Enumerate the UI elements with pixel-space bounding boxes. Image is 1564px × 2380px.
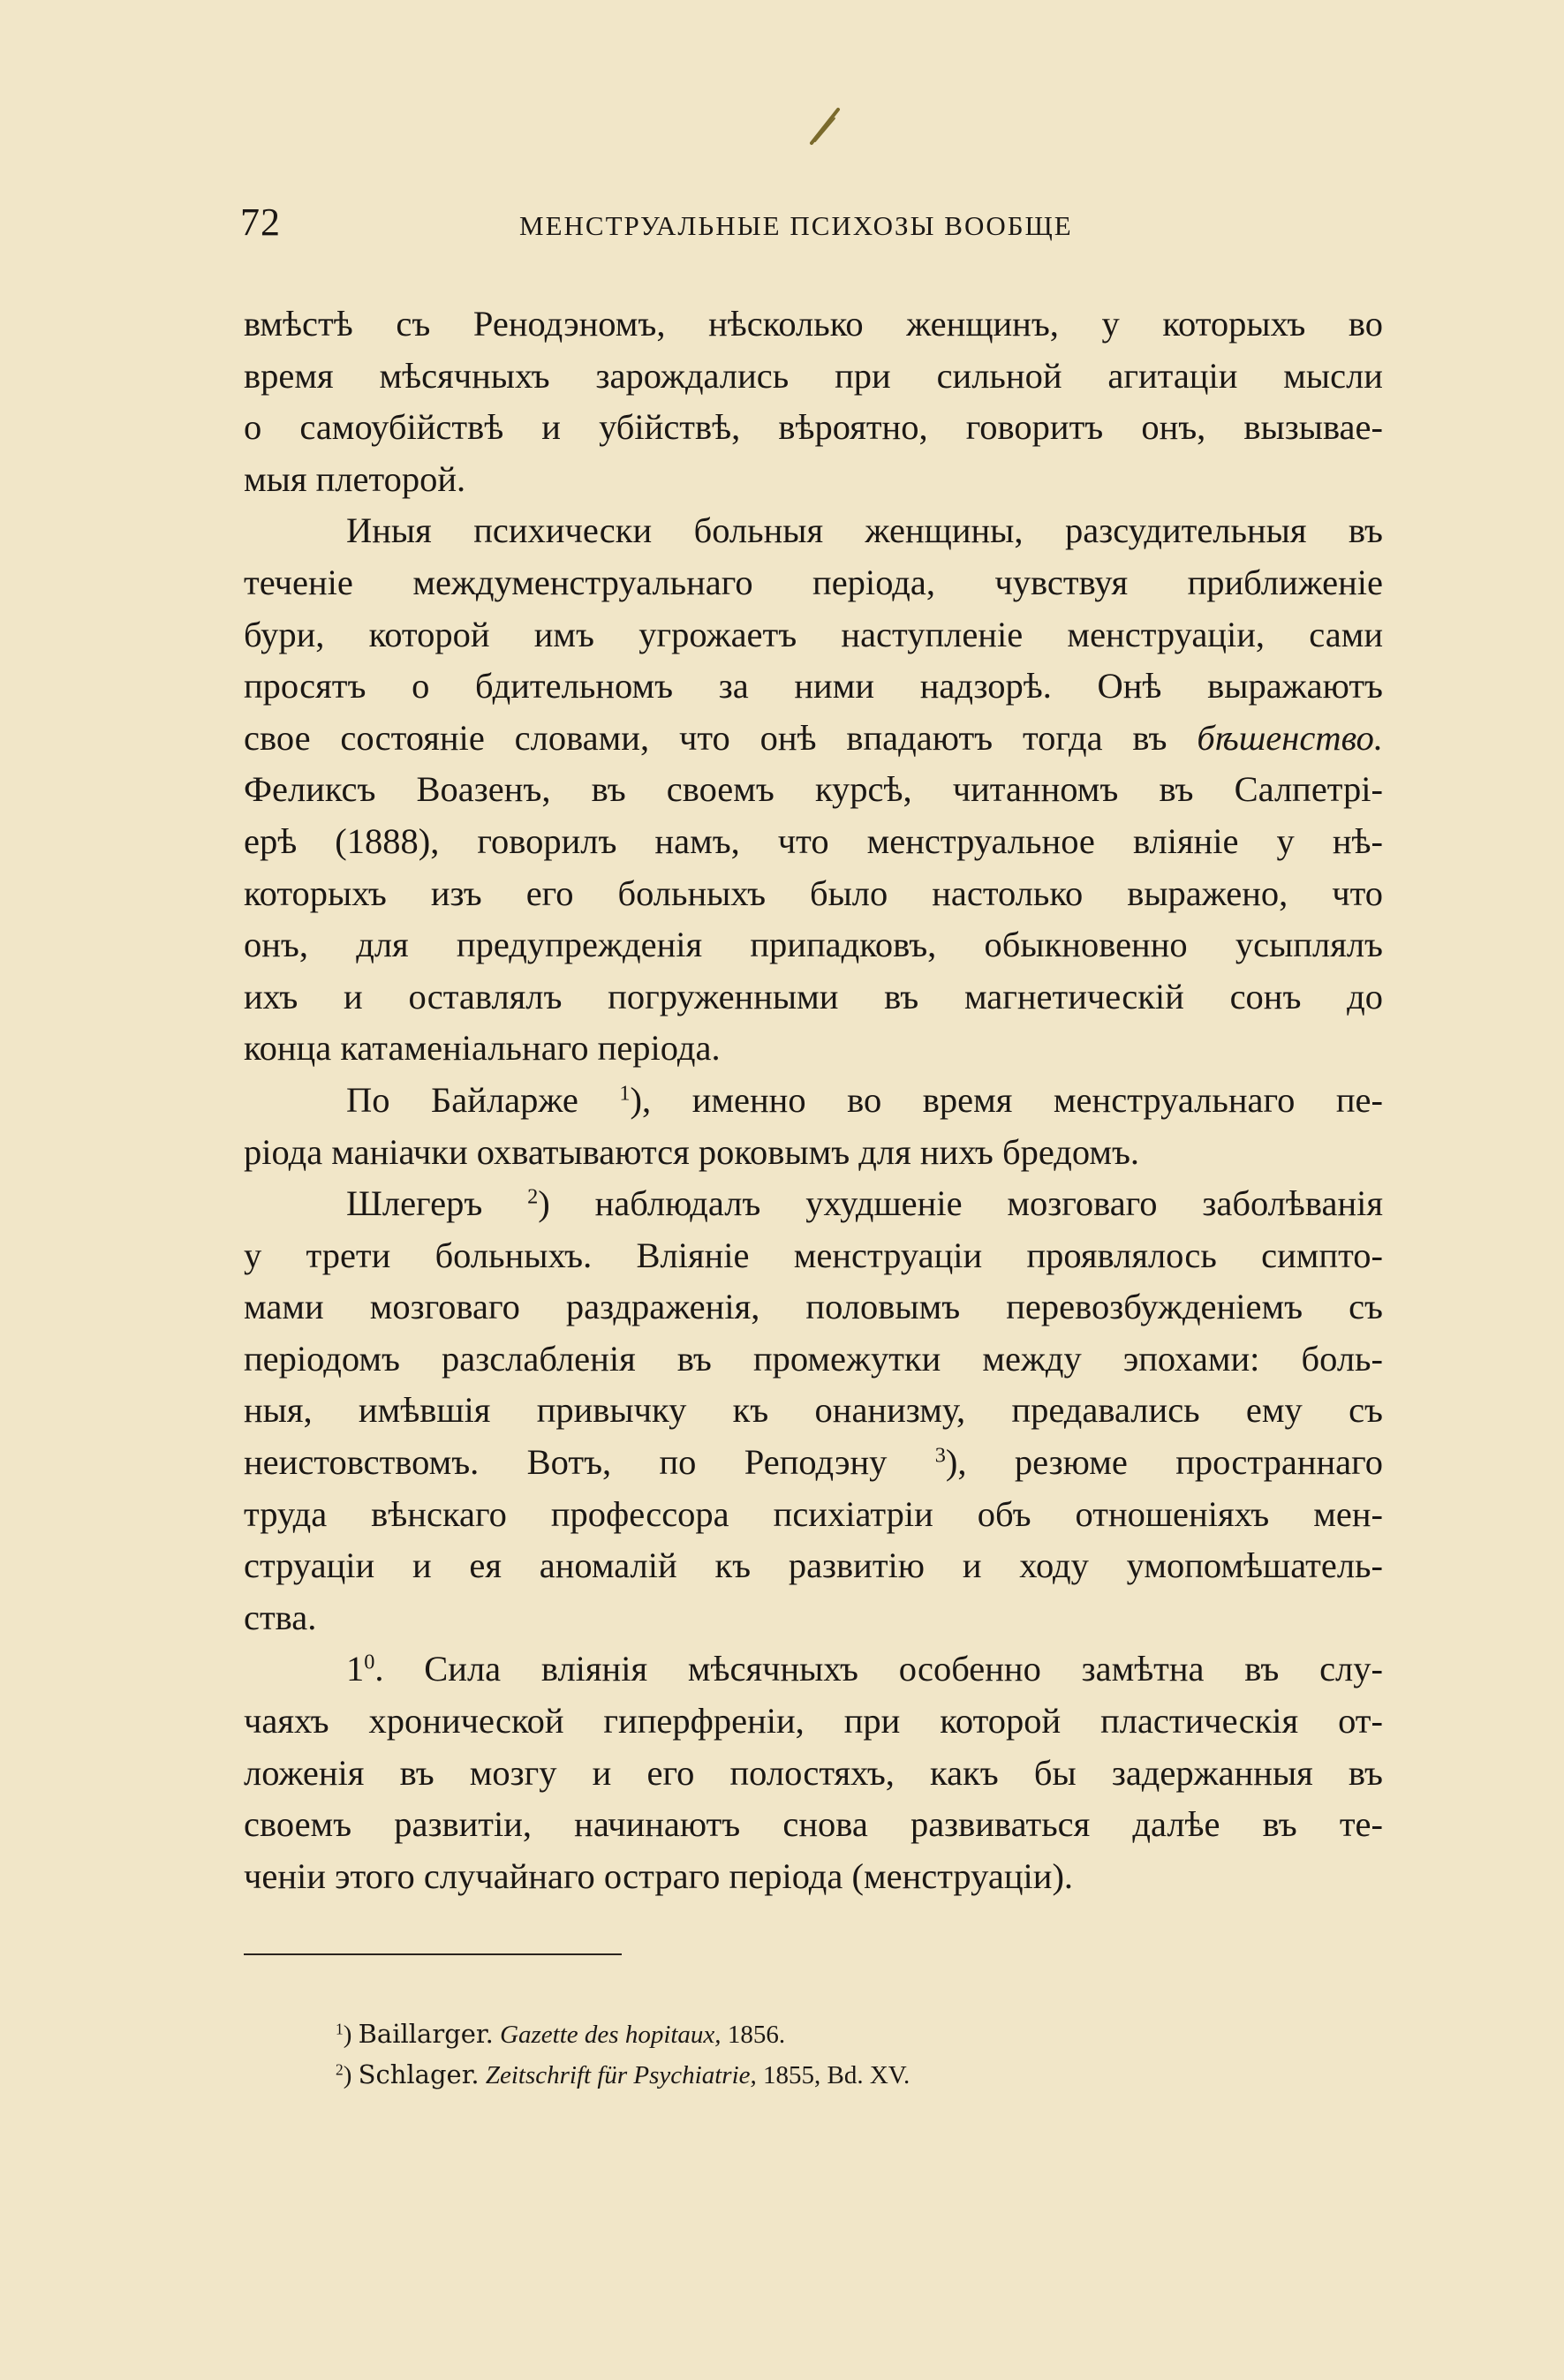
footnote-ref[interactable]: 2 — [527, 1184, 539, 1209]
text-line: у трети больныхъ. Вліяніе менструаціи проявлялось симпто- — [244, 1235, 1383, 1275]
body-text — [244, 298, 1383, 1902]
paragraph-3-end — [244, 1127, 1383, 1179]
footnote-year: 1856. — [727, 2021, 786, 2049]
text-line: Феликсъ Воазенъ, въ своемъ курсѣ, читанномъ въ Салпетрі- — [244, 769, 1383, 810]
text-line: которыхъ изъ его больныхъ было настолько выражено, что — [244, 873, 1383, 913]
text-line: струаціи и ея аномалій къ развитію и ходу умопомѣшатель- — [244, 1545, 1383, 1586]
text-line: ства. — [244, 1597, 317, 1637]
text-line: мами мозговаго раздраженія, половымъ перевозбужденіемъ съ — [244, 1287, 1383, 1327]
text-line: о самоубійствѣ и убійствѣ, вѣроятно, говоритъ онъ, вызывае- — [244, 407, 1383, 448]
text-line: ныя, имѣвшія привычку къ онанизму, предавались ему съ — [244, 1390, 1383, 1431]
footnote-mark-close: ) — [343, 2061, 352, 2089]
text-line: труда вѣнскаго профессора психіатріи объ отношеніяхъ мен- — [244, 1493, 1383, 1534]
page-number: 72 — [240, 200, 281, 244]
footnote-2 — [336, 2057, 910, 2093]
text-line: чаяхъ хронической гиперфреніи, при которой пластическія от- — [244, 1701, 1383, 1742]
paragraph-2 — [244, 505, 1383, 1023]
text-line: своемъ развитіи, начинаютъ снова развиваться далѣе въ те- — [244, 1804, 1383, 1845]
text-line: мыя плеторой. — [244, 458, 466, 499]
text-line: ріода маніачки охватываются роковымъ для нихъ бредомъ. — [244, 1131, 1140, 1172]
text-line: вмѣстѣ съ Ренодэномъ, нѣсколько женщинъ, у которыхъ во — [244, 304, 1383, 344]
paragraph-1 — [244, 298, 1383, 454]
text-line: ерѣ (1888), говорилъ намъ, что менструальное вліяніе у нѣ- — [244, 820, 1383, 861]
text-line: время мѣсячныхъ зарождались при сильной агитаціи мысли — [244, 355, 1383, 396]
text-line: По Байларже — [346, 1079, 578, 1120]
degree-mark: 0 — [364, 1651, 375, 1675]
text-line: ложенія въ мозгу и его полостяхъ, какъ бы задержанныя въ — [244, 1752, 1383, 1793]
text-line: ), резюме пространнаго — [945, 1442, 1383, 1483]
paragraph-5-end — [244, 1851, 1383, 1903]
text-line: онъ, для предупрежденія припадковъ, обыкновенно усыплялъ — [244, 925, 1383, 965]
text-line: ) наблюдалъ ухудшеніе мозговаго заболѣванія — [538, 1183, 1383, 1224]
footnote-1 — [336, 2016, 785, 2052]
text-line: конца катаменіальнаго періода. — [244, 1028, 721, 1069]
text-line: бури, которой имъ угрожаетъ наступленіе менструаціи, сами — [244, 614, 1383, 654]
paragraph-5 — [244, 1643, 1383, 1850]
footnote-year: 1855, Bd. XV. — [763, 2061, 910, 2089]
text-line: періодомъ разслабленія въ промежутки между эпохами: боль- — [244, 1338, 1383, 1379]
text-line: ), именно во время менструальнаго пе- — [630, 1079, 1384, 1120]
pencil-mark — [808, 97, 843, 150]
footnote-source-title: Gazette des hopitaux, — [500, 2021, 722, 2049]
numeral: 1 — [346, 1649, 365, 1689]
text-line: Шлегеръ — [346, 1183, 483, 1224]
footnote-mark: 2 — [336, 2060, 344, 2079]
paragraph-1-end — [244, 454, 1383, 506]
text-line: . Сила вліянія мѣсячныхъ особенно замѣтна въ слу- — [374, 1649, 1383, 1689]
footnote-ref[interactable]: 1 — [619, 1081, 631, 1106]
paragraph-2-end — [244, 1023, 1383, 1075]
footnote-source-title: Zeitschrift für Psychiatrie, — [485, 2061, 757, 2089]
footnote-mark: 1 — [336, 2020, 344, 2038]
text-line: свое состояніе словами, что онѣ впадаютъ тогда въ — [244, 717, 1167, 758]
text-line: ихъ и оставлялъ погруженными въ магнетическій сонъ до — [244, 976, 1383, 1016]
running-title: МЕНСТРУАЛЬНЫЕ ПСИХОЗЫ ВООБЩЕ — [519, 210, 1073, 241]
paragraph-4-end — [244, 1592, 1383, 1644]
text-line: просятъ о бдительномъ за ними надзорѣ. Онѣ выражаютъ — [244, 666, 1383, 706]
paragraph-4 — [244, 1178, 1383, 1592]
paragraph-3 — [244, 1075, 1383, 1127]
footnote-ref[interactable]: 3 — [934, 1443, 946, 1468]
footnote-author: Schlager. — [358, 2059, 480, 2089]
emphasized-word: бѣшенство. — [1197, 717, 1384, 758]
footnote-mark-close: ) — [343, 2021, 352, 2049]
text-line: Иныя психически больныя женщины, разсудительныя въ — [346, 510, 1383, 551]
text-line: неистовствомъ. Вотъ, по Реподэну — [244, 1442, 888, 1483]
text-line: теченіе междуменструальнаго періода, чувствуя приближеніе — [244, 562, 1383, 602]
text-line: ченіи этого случайнаго остраго періода (менструаціи). — [244, 1855, 1074, 1896]
footnote-divider — [244, 1953, 622, 1955]
footnote-author: Baillarger. — [358, 2019, 494, 2049]
